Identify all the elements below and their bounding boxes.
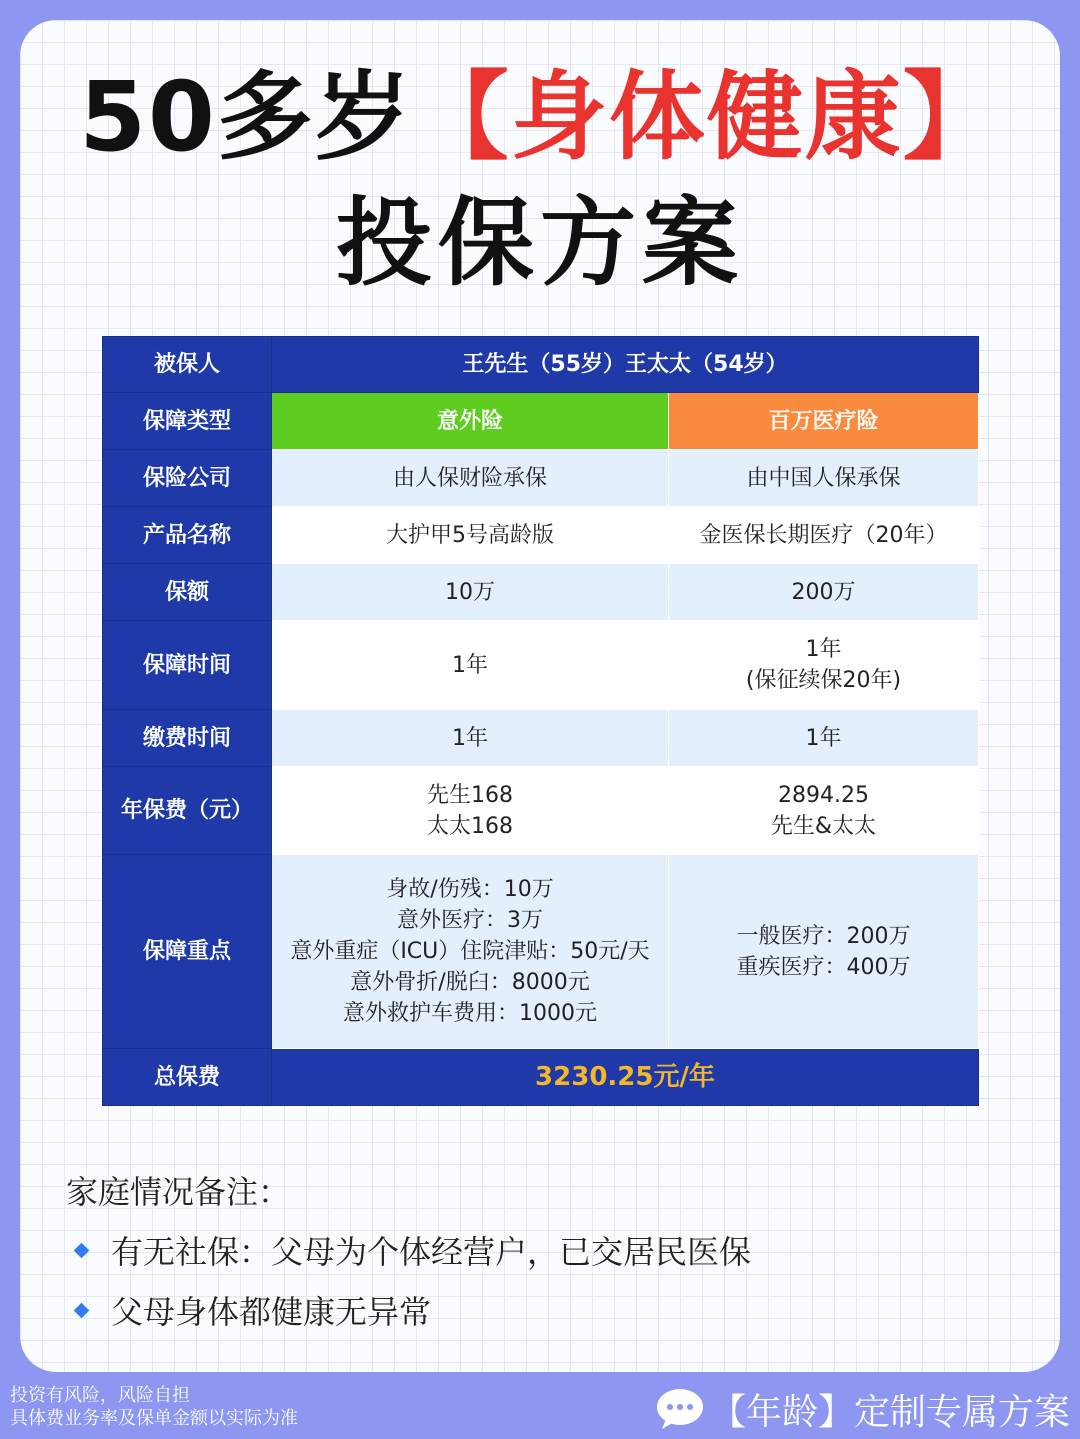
cell-line: 1年	[805, 637, 842, 662]
cell-line: (保征续保20年)	[745, 668, 902, 693]
cell-line: 先生168	[427, 782, 513, 808]
payment-period-accident	[272, 710, 669, 767]
annual-premium-medical	[669, 767, 979, 855]
cta-text: 【年龄】定制专属方案	[709, 1391, 1070, 1433]
cell-line: 先生&太太	[770, 813, 877, 839]
key-coverage-medical	[669, 855, 979, 1049]
note-item	[76, 1230, 751, 1274]
table-row-type	[103, 393, 979, 450]
company-accident	[272, 450, 669, 507]
cell-line: 10万	[445, 579, 495, 605]
table-row-insured	[103, 337, 979, 393]
total-premium: 3230.25元/年	[272, 1049, 979, 1106]
row-label-product: 产品名称	[103, 507, 272, 564]
product-medical	[669, 507, 979, 564]
row-label-key-coverage: 保障重点	[103, 855, 272, 1049]
table-row-company	[103, 450, 979, 507]
row-label-type: 保障类型	[103, 393, 272, 450]
cell-line: 1年	[452, 652, 488, 678]
row-label-total: 总保费	[103, 1049, 272, 1106]
cell-line: 意外救护车费用：1000元	[343, 1001, 597, 1026]
annual-premium-accident	[272, 767, 669, 855]
key-coverage-accident	[272, 855, 669, 1049]
title-prefix: 50多岁	[79, 61, 413, 173]
cell-line: 1年	[452, 725, 488, 751]
note-text: 父母身体都健康无异常	[111, 1293, 432, 1331]
page-title	[0, 62, 1080, 172]
cell-line: 太太168	[427, 813, 513, 839]
cell-line: 重疾医疗：400万	[736, 954, 911, 980]
row-label-annual-premium: 年保费（元）	[103, 767, 272, 855]
row-label-company: 保险公司	[103, 450, 272, 507]
chat-bubble-icon	[654, 1387, 706, 1431]
cell-line: 一般医疗：200万	[736, 923, 911, 949]
row-label-coverage-amount: 保额	[103, 564, 272, 621]
table-row-annual-premium	[103, 767, 979, 855]
note-item	[76, 1290, 431, 1334]
insurance-plan-table	[102, 336, 979, 1106]
row-label-insured: 被保人	[103, 337, 272, 393]
table-row-total	[103, 1049, 979, 1106]
table-row-payment-period	[103, 710, 979, 767]
custom-plan-cta[interactable]	[654, 1382, 1070, 1436]
cell-line: 大护甲5号高龄版	[386, 522, 554, 548]
cell-line: 1年	[805, 725, 842, 751]
product-accident	[272, 507, 669, 564]
type-accident-insurance: 意外险	[272, 393, 669, 450]
cell-line: 身故/伤残：10万	[386, 877, 554, 902]
coverage-period-medical	[669, 621, 979, 710]
cell-line: 意外重症（ICU）住院津贴：50元/天	[290, 939, 650, 964]
row-label-payment-period: 缴费时间	[103, 710, 272, 767]
notes-title: 家庭情况备注：	[66, 1173, 291, 1211]
diamond-bullet-icon	[74, 1242, 90, 1258]
note-text: 有无社保：父母为个体经营户，已交居民医保	[111, 1233, 752, 1271]
cell-line: 200万	[791, 579, 856, 605]
disclaimer-line: 投资有风险，风险自担	[10, 1385, 190, 1406]
cell-line: 由中国人保承保	[746, 465, 901, 491]
row-label-coverage-period: 保障时间	[103, 621, 272, 710]
cell-line: 金医保长期医疗（20年）	[699, 522, 948, 548]
coverage-period-accident	[272, 621, 669, 710]
coverage-amount-medical	[669, 564, 979, 621]
table-row-coverage-amount	[103, 564, 979, 621]
table-row-coverage-period	[103, 621, 979, 710]
coverage-amount-accident	[272, 564, 669, 621]
table-row-key-coverage	[103, 855, 979, 1049]
table-row-product	[103, 507, 979, 564]
company-medical	[669, 450, 979, 507]
cell-line: 意外骨折/脱臼：8000元	[350, 970, 590, 995]
type-medical-insurance: 百万医疗险	[669, 393, 979, 450]
page-subtitle: 投保方案	[336, 187, 744, 299]
payment-period-medical	[669, 710, 979, 767]
cell-line: 2894.25	[778, 782, 869, 808]
risk-disclaimer	[10, 1384, 298, 1430]
cell-line: 意外医疗：3万	[397, 908, 543, 933]
title-highlight: 【身体健康】	[412, 61, 1001, 173]
disclaimer-line: 具体费业务率及保单金额以实际为准	[10, 1408, 298, 1429]
diamond-bullet-icon	[74, 1302, 90, 1318]
cell-line: 由人保财险承保	[392, 465, 547, 491]
insured-persons: 王先生（55岁）王太太（54岁）	[272, 337, 979, 393]
